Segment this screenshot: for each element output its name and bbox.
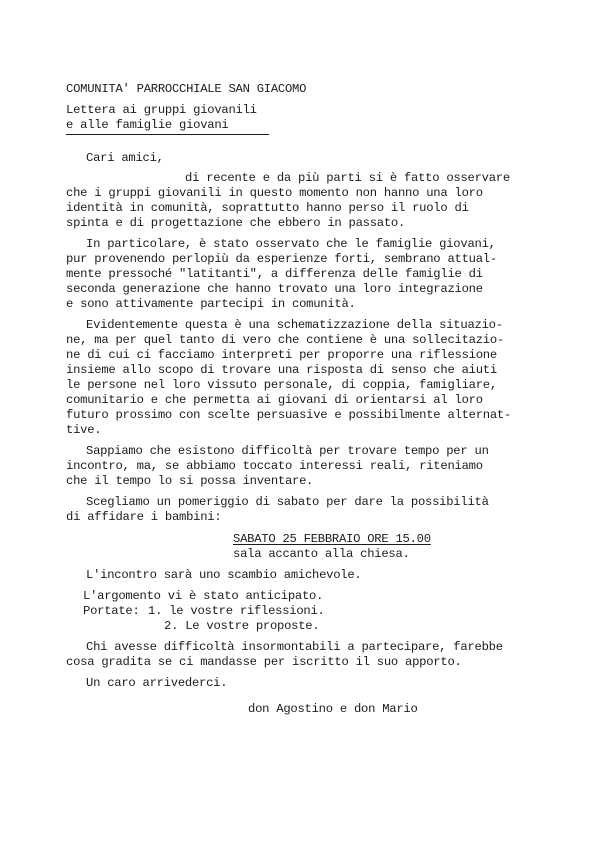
paragraph-4-line: che il tempo lo si possa inventare. xyxy=(66,474,314,488)
paragraph-3-line: insieme allo scopo di trovare una risposta di senso che aiuti xyxy=(66,363,497,377)
closing: Un caro arrivederci. xyxy=(86,676,228,690)
paragraph-1-line: che i gruppi giovanili in questo momento non hanno una loro xyxy=(66,186,483,200)
paragraph-2-line: In particolare, è stato osservato che le famiglie giovani, xyxy=(86,237,496,251)
paragraph-5-line: di affidare i bambini: xyxy=(66,510,222,524)
paragraph-2-line: mente pressoché "latitanti", a differenza delle famiglie di xyxy=(66,267,483,281)
meeting-note: L'incontro sarà uno scambio amichevole. xyxy=(86,568,362,582)
topic-note: L'argomento vi è stato anticipato. xyxy=(83,589,324,603)
heading-rule xyxy=(66,134,269,135)
subject-line-1: Lettera ai gruppi giovanili xyxy=(66,103,257,117)
paragraph-5-line: Scegliamo un pomeriggio di sabato per dare la possibilità xyxy=(86,495,489,509)
paragraph-3-line: ne, ma per quel tanto di vero che contiene è una sollecitazio- xyxy=(66,333,504,347)
paragraph-6-line: Chi avesse difficoltà insormontabili a partecipare, farebbe xyxy=(86,640,503,654)
paragraph-1-line: spinta e di progettazione che ebbero in passato. xyxy=(66,216,406,230)
paragraph-1-line: di recente e da più parti si è fatto osservare xyxy=(185,171,510,185)
signature: don Agostino e don Mario xyxy=(248,702,418,716)
paragraph-3-line: comunitario e che permetta ai giovani di orientarsi al loro xyxy=(66,393,483,407)
paragraph-3-line: le persone nel loro vissuto personale, di coppia, famigliare, xyxy=(66,378,497,392)
bring-item: 1. le vostre riflessioni. xyxy=(148,604,325,618)
paragraph-2-line: pur provenendo perlopiù da esperienze forti, sembrano attual- xyxy=(66,252,497,266)
paragraph-3-line: ne di cui ci facciamo interpreti per proporre una riflessione xyxy=(66,348,497,362)
subject-line-2: e alle famiglie giovani xyxy=(66,118,229,132)
bring-item: 2. Le vostre proposte. xyxy=(164,619,320,633)
bring-label: Portate: xyxy=(83,604,140,618)
paragraph-6-line: cosa gradita se ci mandasse per iscritto il suo apporto. xyxy=(66,655,462,669)
organization-heading: COMUNITA' PARROCCHIALE SAN GIACOMO xyxy=(66,82,307,96)
paragraph-3-line: futuro prossimo con scelte persuasive e possibilmente alternat- xyxy=(66,408,512,422)
paragraph-3-line: Evidentemente questa è una schematizzazione della situazio- xyxy=(86,318,503,332)
paragraph-4-line: incontro, ma, se abbiamo toccato interessi reali, riteniamo xyxy=(66,459,483,473)
event-date-time: SABATO 25 FEBBRAIO ORE 15.00 xyxy=(233,532,431,546)
paragraph-4-line: Sappiamo che esistono difficoltà per trovare tempo per un xyxy=(86,444,489,458)
paragraph-2-line: e sono attivamente partecipi in comunità. xyxy=(66,297,356,311)
salutation: Cari amici, xyxy=(86,151,164,165)
paragraph-1-line: identità in comunità, soprattutto hanno perso il ruolo di xyxy=(66,201,469,215)
paragraph-3-line: tive. xyxy=(66,423,102,437)
paragraph-2-line: seconda generazione che hanno trovato una loro integrazione xyxy=(66,282,483,296)
event-place: sala accanto alla chiesa. xyxy=(233,547,410,561)
